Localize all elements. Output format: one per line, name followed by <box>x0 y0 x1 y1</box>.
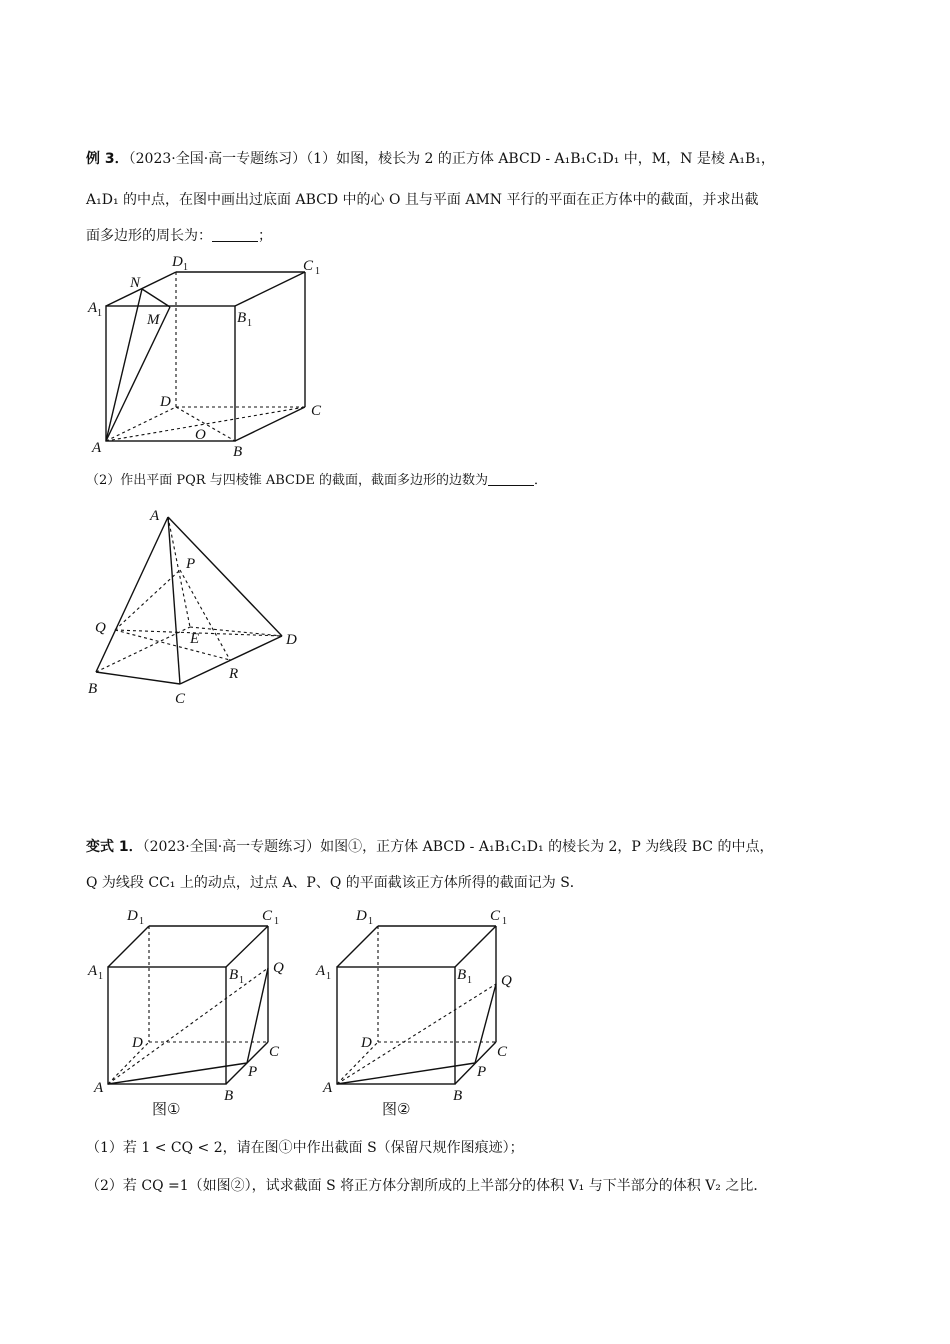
svg-text:B: B <box>457 967 467 983</box>
label-n: N <box>130 275 141 291</box>
svg-text:A: A <box>323 1080 333 1096</box>
example3-part2-text: （2）作出平面 PQR 与四棱锥 ABCDE 的截面，截面多边形的边数为 <box>86 473 489 488</box>
label-r: R <box>229 666 239 682</box>
svg-text:1: 1 <box>239 975 244 986</box>
example3-line3-end: ； <box>258 228 272 244</box>
svg-text:P: P <box>248 1064 258 1080</box>
svg-text:Q: Q <box>501 973 512 989</box>
label-pyr-b: B <box>88 681 98 697</box>
svg-text:D: D <box>127 908 138 924</box>
svg-text:B: B <box>453 1088 463 1104</box>
caption-fig2: 图② <box>382 1100 411 1118</box>
svg-text:C: C <box>497 1044 508 1060</box>
svg-text:C: C <box>490 908 501 924</box>
svg-text:C: C <box>269 1044 280 1060</box>
svg-text:A: A <box>88 963 98 979</box>
svg-text:1: 1 <box>274 916 279 927</box>
svg-text:D: D <box>132 1035 143 1051</box>
svg-text:1: 1 <box>247 318 252 329</box>
svg-text:D: D <box>356 908 367 924</box>
svg-text:1: 1 <box>183 262 188 273</box>
label-p: P <box>186 556 196 572</box>
variant1-text-line1: 如图①，正方体 ABCD - A₁B₁C₁D₁ 的棱长为 2，P 为线段 BC 的中点， <box>320 839 774 855</box>
variant1-source: （2023·全国·高一专题练习） <box>142 839 321 855</box>
label-pyr-d: D <box>286 632 297 648</box>
label-c: C <box>311 403 322 419</box>
svg-text:B: B <box>224 1088 234 1104</box>
cube-figure-2 <box>315 908 512 1118</box>
variant1-q2: （2）若 CQ =1（如图②），试求截面 S 将正方体分割所成的上半部分的体积 V₁ 与下半部分的体积 V₂ 之比． <box>86 1178 768 1194</box>
svg-text:1: 1 <box>326 971 331 982</box>
variant1-q1: （1）若 1 < CQ < 2，请在图①中作出截面 S（保留尺规作图痕迹）； <box>86 1140 524 1156</box>
svg-text:B: B <box>229 967 239 983</box>
example3-part2-end: ． <box>534 473 548 488</box>
label-a1: A <box>88 300 98 316</box>
svg-text:1: 1 <box>98 971 103 982</box>
svg-text:1: 1 <box>502 916 507 927</box>
svg-text:1: 1 <box>467 975 472 986</box>
example3-line2: A₁D₁ 的中点，在图中画出过底面 ABCD 中的心 O 且与平面 AMN 平行的平面在正方体中的截面，并求出截 <box>86 192 759 208</box>
label-q: Q <box>95 620 106 636</box>
label-d1: D <box>172 254 183 270</box>
label-e: E <box>190 631 200 647</box>
svg-text:1: 1 <box>368 916 373 927</box>
label-a: A <box>92 440 102 456</box>
caption-fig1: 图① <box>152 1100 181 1118</box>
svg-text:A: A <box>94 1080 104 1096</box>
example3-text-line1: （1）如图，棱长为 2 的正方体 ABCD - A₁B₁C₁D₁ 中，M，N 是棱 A₁B₁， <box>306 151 775 167</box>
label-c1: C <box>303 258 314 274</box>
label-b: B <box>233 444 243 460</box>
cube-figure-1 <box>87 908 284 1118</box>
label-o: O <box>195 427 206 443</box>
svg-text:1: 1 <box>139 916 144 927</box>
svg-text:1: 1 <box>97 308 102 319</box>
example3-label: 例 3． <box>86 151 129 167</box>
svg-text:C: C <box>262 908 273 924</box>
label-pyr-c: C <box>175 691 186 707</box>
label-d: D <box>160 394 171 410</box>
svg-text:P: P <box>477 1064 487 1080</box>
example3-source: （2023·全国·高一专题练习） <box>128 151 307 167</box>
svg-text:D: D <box>361 1035 372 1051</box>
example3-text-line3: 面多边形的周长为： <box>86 228 212 244</box>
svg-text:A: A <box>316 963 326 979</box>
variant1-label: 变式 1． <box>86 839 143 855</box>
variant1-line2: Q 为线段 CC₁ 上的动点，过点 A、P、Q 的平面截该正方体所得的截面记为 S． <box>86 875 584 891</box>
label-pyr-a: A <box>150 508 160 524</box>
label-b1: B <box>237 310 247 326</box>
label-m: M <box>147 312 160 328</box>
svg-text:Q: Q <box>273 960 284 976</box>
svg-text:1: 1 <box>315 266 320 277</box>
